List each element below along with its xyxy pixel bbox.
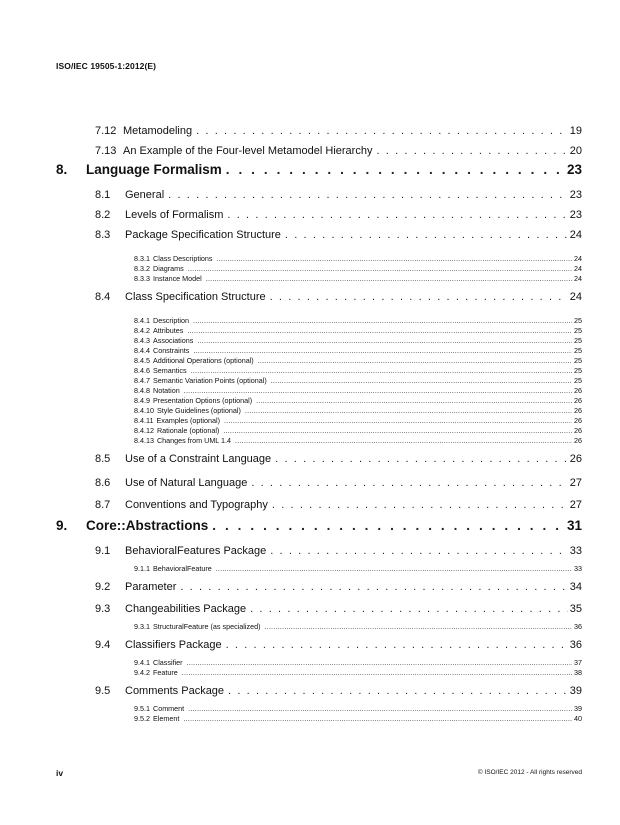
dot-leader [188, 264, 572, 273]
toc-entry-number: 8.1 [95, 189, 111, 201]
toc-entry-number: 7.13 [95, 145, 117, 157]
toc-entry-number: 8.3.1 [134, 254, 150, 263]
toc-entry-page: 39 [569, 685, 582, 697]
toc-entry-page: 26 [574, 436, 582, 445]
toc-entry-page: 24 [574, 264, 582, 273]
dot-leader [168, 189, 568, 201]
dot-leader [224, 416, 572, 425]
toc-entry[interactable] [0, 685, 582, 697]
toc-entry[interactable] [0, 499, 582, 511]
toc-entry-page: 39 [574, 704, 582, 713]
toc-entry[interactable] [0, 453, 582, 465]
toc-entry-number: 8.4.12 [134, 426, 154, 435]
toc-entry-title: Diagrams [153, 264, 184, 273]
toc-entry-title: Levels of Formalism [125, 209, 224, 221]
toc-entry-number: 8.3.3 [134, 274, 150, 283]
toc-entry-title: Package Specification Structure [125, 229, 281, 241]
toc-entry-number: 9.3.1 [134, 622, 150, 631]
toc-entry-number: 8.4.13 [134, 436, 154, 445]
dot-leader [193, 346, 572, 355]
dot-leader [235, 436, 572, 445]
toc-entry-page: 26 [574, 396, 582, 405]
toc-entry[interactable] [0, 366, 582, 375]
toc-entry-page: 27 [569, 499, 582, 511]
toc-entry[interactable] [0, 291, 582, 303]
dot-leader [251, 477, 567, 489]
toc-entry-title: Metamodeling [123, 125, 193, 137]
toc-entry[interactable] [0, 274, 582, 283]
toc-entry-number: 8.4.3 [134, 336, 150, 345]
toc-entry-page: 36 [574, 622, 582, 631]
toc-entry-number: 9.1 [95, 545, 111, 557]
toc-entry[interactable] [0, 376, 582, 385]
toc-entry-title: Parameter [125, 581, 177, 593]
toc-entry-page: 36 [569, 639, 582, 651]
toc-entry-title: Element [153, 714, 180, 723]
dot-leader [376, 145, 567, 157]
toc-entry-number: 8.2 [95, 209, 111, 221]
toc-entry-page: 25 [574, 366, 582, 375]
copyright-notice: © ISO/IEC 2012 - All rights reserved [477, 769, 582, 776]
toc-entry-number: 9.3 [95, 603, 111, 615]
dot-leader [226, 162, 565, 177]
dot-leader [270, 545, 568, 557]
toc-entry-title: Semantic Variation Points (optional) [153, 376, 267, 385]
toc-entry-number: 7.12 [95, 125, 117, 137]
toc-entry-number: 9.5.2 [134, 714, 150, 723]
toc-entry[interactable] [0, 603, 582, 615]
toc-entry-page: 33 [569, 545, 582, 557]
dot-leader [271, 376, 572, 385]
dot-leader [182, 668, 572, 677]
toc-entry[interactable] [0, 162, 582, 177]
toc-entry-title: Use of Natural Language [125, 477, 248, 489]
toc-entry[interactable] [0, 254, 582, 263]
toc-entry-page: 25 [574, 326, 582, 335]
toc-entry-title: Instance Model [153, 274, 202, 283]
toc-entry-page: 25 [574, 336, 582, 345]
toc-entry-title: Class Descriptions [153, 254, 213, 263]
toc-entry-page: 26 [569, 453, 582, 465]
dot-leader [245, 406, 572, 415]
toc-entry-title: Language Formalism [86, 162, 222, 177]
dot-leader [275, 453, 568, 465]
toc-entry-title: Core::Abstractions [86, 518, 209, 533]
toc-entry-page: 24 [569, 291, 582, 303]
dot-leader [227, 209, 567, 221]
toc-entry[interactable] [0, 326, 582, 335]
dot-leader [196, 125, 568, 137]
dot-leader [272, 499, 568, 511]
dot-leader [180, 581, 567, 593]
dot-leader [258, 356, 572, 365]
toc-entry-number: 9.5 [95, 685, 111, 697]
toc-entry-page: 19 [569, 125, 582, 137]
toc-entry-number: 9. [56, 518, 68, 533]
toc-entry-number: 8.3 [95, 229, 111, 241]
dot-leader [270, 291, 568, 303]
dot-leader [264, 622, 572, 631]
toc-entry-title: Classifier [153, 658, 183, 667]
toc-entry[interactable] [0, 316, 582, 325]
toc-entry[interactable] [0, 125, 582, 137]
toc-entry[interactable] [0, 336, 582, 345]
toc-entry[interactable] [0, 545, 582, 557]
dot-leader [216, 564, 572, 573]
toc-entry-title: Additional Operations (optional) [153, 356, 254, 365]
toc-entry-page: 34 [569, 581, 582, 593]
toc-entry-number: 8.4.4 [134, 346, 150, 355]
toc-entry-number: 8.6 [95, 477, 111, 489]
toc-entry[interactable] [0, 229, 582, 241]
toc-entry-title: Conventions and Typography [125, 499, 268, 511]
toc-entry-title: Semantics [153, 366, 187, 375]
toc-entry-number: 8.4.2 [134, 326, 150, 335]
dot-leader [188, 704, 572, 713]
toc-entry[interactable] [0, 564, 582, 573]
toc-entry-page: 25 [574, 376, 582, 385]
toc-entry[interactable] [0, 477, 582, 489]
toc-entry-number: 9.4 [95, 639, 111, 651]
dot-leader [256, 396, 572, 405]
toc-entry-title: An Example of the Four-level Metamodel Hierarchy [123, 145, 373, 157]
toc-entry[interactable] [0, 386, 582, 395]
toc-entry-number: 8.4.10 [134, 406, 154, 415]
toc-entry-title: BehavioralFeatures Package [125, 545, 267, 557]
dot-leader [183, 714, 572, 723]
toc-entry[interactable] [0, 145, 582, 157]
dot-leader [250, 603, 568, 615]
dot-leader [206, 274, 572, 283]
dot-leader [217, 254, 572, 263]
toc-entry-title: Notation [153, 386, 180, 395]
dot-leader [191, 366, 572, 375]
toc-entry-page: 24 [574, 254, 582, 263]
toc-entry-page: 26 [574, 416, 582, 425]
toc-entry[interactable] [0, 264, 582, 273]
dot-leader [184, 386, 572, 395]
toc-entry-number: 8.4.6 [134, 366, 150, 375]
toc-entry[interactable] [0, 658, 582, 667]
toc-entry-number: 8.4.11 [134, 416, 154, 425]
toc-entry-title: General [125, 189, 165, 201]
toc-entry[interactable] [0, 622, 582, 631]
toc-entry-page: 25 [574, 316, 582, 325]
toc-entry[interactable] [0, 416, 582, 425]
page-number: iv [56, 768, 64, 778]
dot-leader [212, 518, 565, 533]
toc-entry-page: 40 [574, 714, 582, 723]
toc-entry-page: 38 [574, 668, 582, 677]
toc-entry-page: 26 [574, 426, 582, 435]
toc-entry[interactable] [0, 518, 582, 533]
toc-entry-number: 8.7 [95, 499, 111, 511]
dot-leader [228, 685, 568, 697]
toc-entry-page: 24 [574, 274, 582, 283]
toc-entry-title: Associations [153, 336, 194, 345]
toc-entry-title: Feature [153, 668, 178, 677]
toc-entry-title: Description [153, 316, 189, 325]
toc-entry[interactable] [0, 346, 582, 355]
toc-entry[interactable] [0, 356, 582, 365]
toc-entry-page: 25 [574, 346, 582, 355]
toc-entry-page: 24 [569, 229, 582, 241]
toc-entry[interactable] [0, 426, 582, 435]
document-id-header: ISO/IEC 19505-1:2012(E) [56, 61, 157, 71]
toc-entry-number: 8.4.5 [134, 356, 150, 365]
toc-entry-title: Classifiers Package [125, 639, 222, 651]
toc-entry-title: Changeabilities Package [125, 603, 247, 615]
toc-entry-title: BehavioralFeature [153, 564, 212, 573]
dot-leader [187, 658, 572, 667]
toc-entry[interactable] [0, 581, 582, 593]
toc-entry-title: Presentation Options (optional) [153, 396, 253, 405]
dot-leader [197, 336, 572, 345]
toc-entry-number: 9.4.1 [134, 658, 150, 667]
dot-leader [226, 639, 568, 651]
toc-entry-title: Changes from UML 1.4 [156, 436, 232, 445]
toc-entry-title: Examples (optional) [156, 416, 220, 425]
toc-entry-page: 23 [569, 209, 582, 221]
toc-entry-title: StructuralFeature (as specialized) [153, 622, 261, 631]
toc-entry-title: Rationale (optional) [156, 426, 220, 435]
toc-entry-page: 37 [574, 658, 582, 667]
toc-entry-page: 35 [569, 603, 582, 615]
toc-entry-title: Comment [153, 704, 185, 713]
toc-entry-number: 9.1.1 [134, 564, 150, 573]
toc-entry-page: 23 [566, 162, 582, 177]
dot-leader [193, 316, 572, 325]
toc-entry[interactable] [0, 209, 582, 221]
toc-entry-number: 9.4.2 [134, 668, 150, 677]
toc-entry-number: 8.5 [95, 453, 111, 465]
toc-entry-page: 33 [574, 564, 582, 573]
toc-entry-number: 8.4.9 [134, 396, 150, 405]
toc-entry-number: 8.4 [95, 291, 111, 303]
toc-entry-title: Attributes [153, 326, 184, 335]
toc-entry-page: 27 [569, 477, 582, 489]
toc-entry[interactable] [0, 189, 582, 201]
toc-entry-number: 9.5.1 [134, 704, 150, 713]
toc-entry[interactable] [0, 639, 582, 651]
toc-entry-number: 8.3.2 [134, 264, 150, 273]
toc-entry-page: 26 [574, 406, 582, 415]
toc-entry[interactable] [0, 714, 582, 723]
toc-entry-page: 20 [569, 145, 582, 157]
toc-entry[interactable] [0, 396, 582, 405]
toc-entry-title: Comments Package [125, 685, 225, 697]
toc-entry-page: 23 [569, 189, 582, 201]
toc-entry-page: 31 [566, 518, 582, 533]
toc-entry-title: Use of a Constraint Language [125, 453, 272, 465]
toc-entry-title: Class Specification Structure [125, 291, 266, 303]
toc-entry-number: 8.4.8 [134, 386, 150, 395]
dot-leader [223, 426, 572, 435]
toc-entry-title: Constraints [153, 346, 190, 355]
toc-entry-number: 8.4.1 [134, 316, 150, 325]
toc-entry-page: 26 [574, 386, 582, 395]
toc-entry[interactable] [0, 704, 582, 713]
toc-entry-number: 8. [56, 162, 68, 177]
toc-entry-number: 9.2 [95, 581, 111, 593]
toc-entry[interactable] [0, 668, 582, 677]
toc-entry[interactable] [0, 406, 582, 415]
toc-entry-page: 25 [574, 356, 582, 365]
toc-entry[interactable] [0, 436, 582, 445]
dot-leader [285, 229, 568, 241]
dot-leader [187, 326, 572, 335]
toc-entry-title: Style Guidelines (optional) [156, 406, 241, 415]
toc-entry-number: 8.4.7 [134, 376, 150, 385]
